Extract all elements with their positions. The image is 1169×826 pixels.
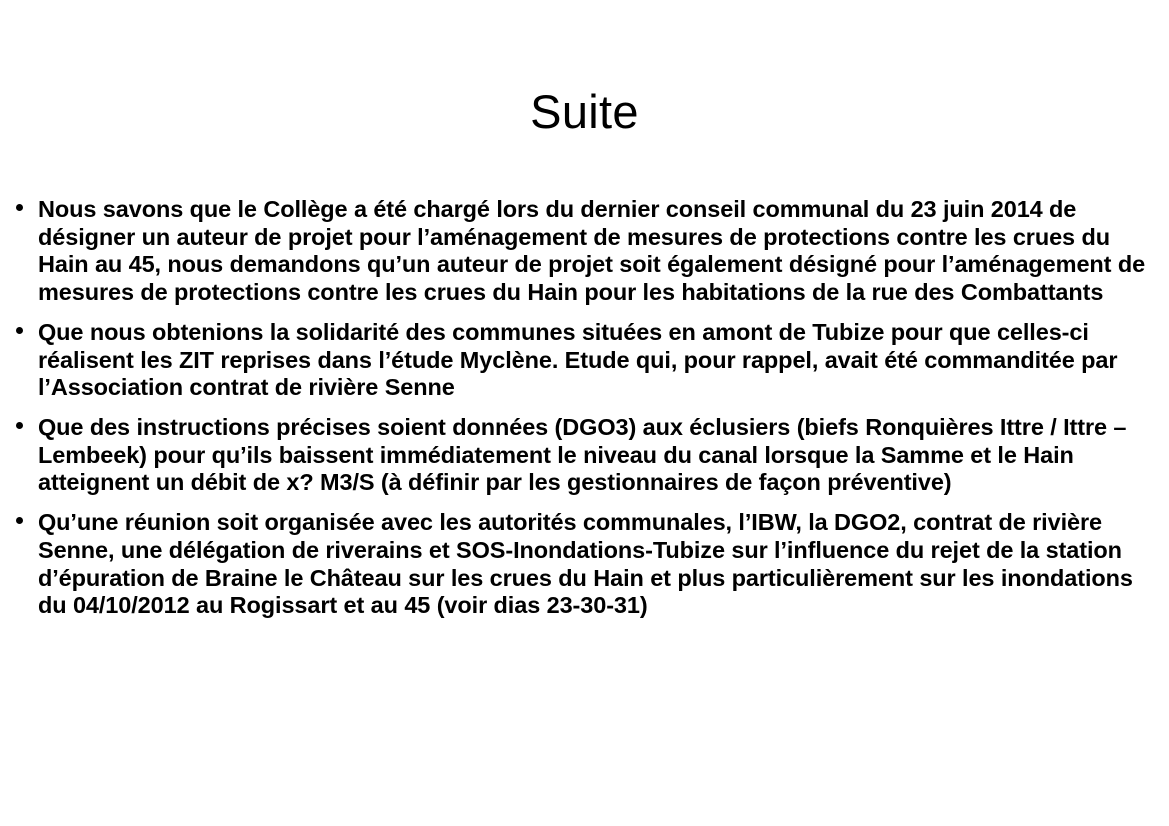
bullet-dot-icon (16, 204, 23, 211)
bullet-list (8, 196, 1163, 620)
bullet-text: Que des instructions précises soient données (DGO3) aux éclusiers (biefs Ronquières Ittre / Ittre – Lembeek) pour qu’ils baissent immédiatement le niveau du canal lorsque la Samme et le Hain atteignent un débit de x? M3/S (à définir par les gestionnaires de façon préventive) (38, 414, 1127, 496)
bullet-dot-icon (16, 327, 23, 334)
page-title: Suite (530, 85, 639, 138)
bullet-text: Que nous obtenions la solidarité des communes situées en amont de Tubize pour que celles-ci réalisent les ZIT reprises dans l’étude Myclène. Etude qui, pour rappel, avait été commanditée par l’Association contrat de rivière Senne (38, 318, 1118, 401)
bullet-text: Qu’une réunion soit organisée avec les autorités communales, l’IBW, la DGO2, contrat de rivière Senne, une délégation de riverains et SOS-Inondations-Tubize sur l’influence du rejet de la station d’épuration de Braine le Château sur les crues du Hain et plus particulièrement sur les inondations du 04/10/2012 au Rogissart et au 45 (voir dias 23-30-31) (38, 509, 1133, 619)
bullet-text: Nous savons que le Collège a été chargé lors du dernier conseil communal du 23 juin 2014 de désigner un auteur de projet pour l’aménagement de mesures de protections contre les crues du Hain au 45, nous demandons qu’un auteur de projet soit également désigné pour l’aménagement de mesures de protections contre les crues du Hain pour les habitations de la rue des Combattants (38, 196, 1146, 306)
bullet-dot-icon (16, 422, 23, 429)
bullet-dot-icon (16, 517, 23, 524)
list-item (8, 196, 1163, 307)
list-item (8, 319, 1163, 402)
list-item (8, 414, 1163, 497)
slide-body (8, 196, 1163, 620)
list-item (8, 509, 1163, 620)
